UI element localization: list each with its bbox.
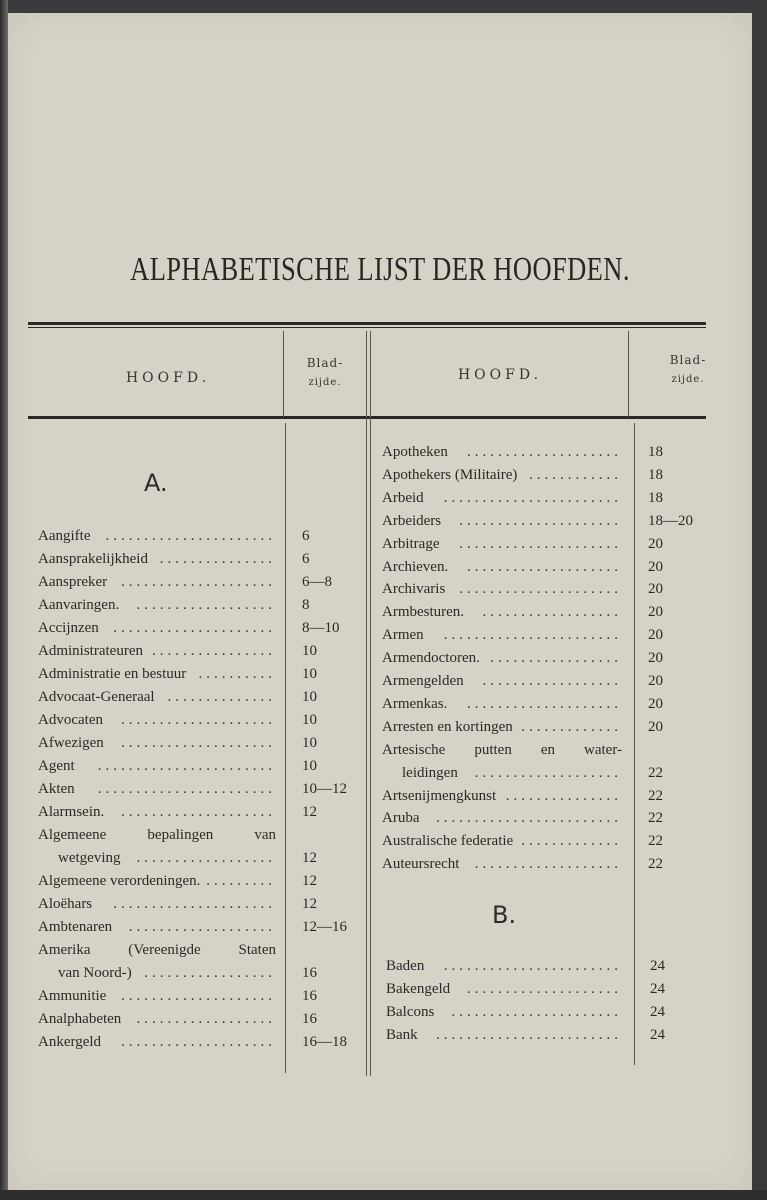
index-entry-label: wetgeving [58, 850, 121, 866]
index-entry-page: 22 [648, 833, 663, 850]
header-rule [28, 416, 706, 419]
index-entry-label: Aloëhars [38, 896, 93, 912]
index-entry-label: Aansprakelijkheid [38, 551, 148, 567]
dot-leader: ............ [529, 466, 622, 483]
dot-leader: .................... [121, 712, 276, 728]
index-entry-label: Arbitrage [382, 535, 440, 552]
index-entry-page: 20 [648, 695, 663, 712]
index-entry-page: 12 [302, 804, 317, 820]
document-page [8, 13, 752, 1190]
dot-leader: .................... [121, 735, 276, 751]
index-entry-label: Armbesturen. [382, 604, 465, 621]
dot-leader: .................... [467, 695, 622, 712]
index-entry-page: 18 [648, 444, 663, 460]
index-entry-page: 20 [648, 604, 663, 621]
section-letter-a: A. [144, 469, 168, 497]
index-entry-label: Aanvaringen. [38, 597, 120, 613]
index-entry-page: 12 [302, 896, 317, 912]
dot-leader: .............. [167, 689, 276, 705]
index-entry-page: 18 [648, 489, 663, 506]
index-entry-page: 10 [302, 689, 317, 705]
dot-leader: .................... [121, 574, 276, 590]
page-left-edge [0, 0, 8, 1200]
dot-leader: .................... [121, 988, 276, 1004]
right-header-hoofd: HOOFD. [457, 367, 543, 383]
dot-leader: .................... [121, 804, 276, 820]
dot-leader: .................... [467, 444, 622, 460]
dot-leader: ..................... [459, 512, 622, 529]
index-entry-label: Armenkas. [382, 695, 448, 712]
right-page-column-line-body [634, 423, 635, 1065]
section-letter-b: B. [492, 901, 517, 929]
index-entry-page: 24 [650, 1004, 665, 1020]
index-entry-label: Afwezigen [38, 735, 104, 751]
dot-leader: ........................ [436, 1027, 622, 1043]
index-entry-label: Arbeid [382, 489, 424, 506]
left-page-column-line-body [285, 423, 286, 1073]
index-entry-label: Ambtenaren [38, 919, 113, 935]
left-header-hoofd: HOOFD. [125, 370, 211, 386]
index-entry-page: 20 [648, 650, 663, 667]
index-entry-label: Armendoctoren. [382, 650, 480, 667]
dot-leader: ....................... [443, 489, 622, 506]
dot-leader: .................. [136, 597, 276, 613]
index-entry-label: Agent [38, 758, 75, 774]
index-entry-page: 8 [302, 597, 310, 613]
index-entry-label: Bank [386, 1027, 418, 1043]
dot-leader: .................. [136, 1011, 276, 1027]
index-entry-label: Aanspreker [38, 574, 108, 590]
index-entry-label: Analphabeten [38, 1011, 122, 1027]
index-entry-label: Aruba [382, 810, 420, 827]
index-entry-label: Australische federatie [382, 833, 514, 850]
dot-leader: ............... [159, 551, 276, 567]
index-entry-page: 20 [648, 627, 663, 644]
index-entry-page: 18 [648, 466, 663, 483]
index-entry-label: Ankergeld [38, 1034, 102, 1050]
dot-leader: ....................... [443, 958, 622, 974]
index-entry-page: 24 [650, 958, 665, 974]
index-entry-label: Ammunitie [38, 988, 107, 1004]
dot-leader: .......... [198, 666, 276, 682]
index-entry-page: 22 [648, 787, 663, 804]
dot-leader: ...................... [451, 1004, 622, 1020]
index-entry-label: Alarmsein. [38, 804, 105, 820]
dot-leader: ................... [128, 919, 276, 935]
index-entry-page: 10 [302, 758, 317, 774]
index-entry-page: 24 [650, 981, 665, 997]
dot-leader: .................... [121, 1034, 276, 1050]
index-entry-page: 16 [302, 965, 317, 981]
dot-leader: ............. [521, 718, 622, 735]
dot-leader: ................ [152, 643, 276, 659]
index-entry-page: 12 [302, 873, 317, 889]
index-entry-page: 6 [302, 528, 310, 544]
dot-leader: ....................... [443, 627, 622, 644]
index-entry-label: Apotheken [382, 444, 448, 460]
dot-leader: ..................... [113, 896, 276, 912]
dot-leader: ......... [206, 873, 276, 889]
index-entry-page: 22 [648, 856, 663, 873]
top-rule-thin [28, 327, 706, 328]
index-entry-page: 10 [302, 712, 317, 728]
index-entry-label: Archivaris [382, 581, 446, 598]
index-entry-label: Artesische putten en water- [382, 741, 622, 758]
top-rule [28, 322, 706, 325]
index-entry-label: Advocaten [38, 712, 103, 728]
dot-leader: ....................... [97, 758, 276, 774]
index-entry-label: Balcons [386, 1004, 435, 1020]
dot-leader: ................. [144, 965, 276, 981]
page-title: ALPHABETISCHE LIJST DER HOOFDEN. [130, 251, 630, 288]
left-header-blad-line1: Blad- [306, 356, 344, 370]
dot-leader: ........................ [436, 810, 622, 827]
index-entry-label: Arbeiders [382, 512, 442, 529]
dot-leader: .................. [482, 673, 622, 689]
index-entry-label: Accijnzen [38, 620, 99, 636]
index-entry-label: Amerika (Vereenigde Staten [38, 942, 276, 958]
index-entry-label: van Noord-) [58, 965, 132, 981]
index-entry-page: 16 [302, 1011, 317, 1027]
index-entry-page: 6 [302, 551, 310, 567]
dot-leader: ..................... [113, 620, 276, 636]
dot-leader: .................. [482, 604, 622, 621]
dot-leader: ...................... [105, 528, 276, 544]
dot-leader: .................. [136, 850, 276, 866]
index-entry-page: 6—8 [302, 574, 332, 590]
index-entry-label: Arresten en kortingen [382, 718, 513, 735]
dot-leader: .................... [467, 981, 622, 997]
index-entry-page: 22 [648, 764, 663, 781]
index-entry-label: Algemeene bepalingen van [38, 827, 276, 843]
index-entry-label: Administratie en bestuur [38, 666, 187, 682]
index-entry-label: Armen [382, 627, 424, 644]
index-entry-label: Armengelden [382, 673, 464, 689]
index-entry-page: 10 [302, 735, 317, 751]
dot-leader: ..................... [459, 535, 622, 552]
index-entry-page: 20 [648, 535, 663, 552]
dot-leader: ................. [490, 650, 622, 667]
right-header-blad-line2: zijde. [671, 374, 705, 385]
dot-leader: ............... [505, 787, 622, 804]
index-entry-page: 10—12 [302, 781, 347, 797]
index-entry-label: Akten [38, 781, 75, 797]
index-entry-label: Baden [386, 958, 425, 974]
index-entry-label: Algemeene verordeningen. [38, 873, 201, 889]
dot-leader: ............. [521, 833, 622, 850]
index-entry-page: 20 [648, 558, 663, 575]
index-entry-page: 16—18 [302, 1034, 347, 1050]
index-entry-page: 22 [648, 810, 663, 827]
right-page-column-line [628, 331, 629, 417]
index-entry-label: Administrateuren [38, 643, 143, 659]
index-entry-page: 16 [302, 988, 317, 1004]
center-divider-2 [370, 331, 371, 1076]
index-entry-label: Aangifte [38, 528, 91, 544]
left-page-column-line [283, 331, 284, 417]
dot-leader: ....................... [97, 781, 276, 797]
right-header-blad-line1: Blad- [669, 353, 707, 367]
index-entry-page: 12 [302, 850, 317, 866]
index-entry-page: 18—20 [648, 512, 693, 529]
index-entry-page: 8—10 [302, 620, 340, 636]
index-entry-label: Auteursrecht [382, 856, 460, 873]
index-entry-page: 20 [648, 718, 663, 735]
index-entry-label: Apothekers (Militaire) [382, 466, 518, 483]
dot-leader: ................... [474, 856, 622, 873]
index-entry-label: Bakengeld [386, 981, 451, 997]
index-entry-page: 20 [648, 673, 663, 689]
page-bottom-edge [0, 1190, 767, 1200]
index-entry-label: leidingen [402, 764, 458, 781]
index-entry-label: Artsenijmengkunst [382, 787, 497, 804]
index-entry-page: 20 [648, 581, 663, 598]
center-divider [366, 331, 367, 1076]
index-entry-page: 10 [302, 666, 317, 682]
dot-leader: ..................... [459, 581, 622, 598]
index-entry-page: 10 [302, 643, 317, 659]
right-header-blad [630, 350, 746, 390]
dot-leader: .................... [467, 558, 622, 575]
index-entry-page: 12—16 [302, 919, 347, 935]
index-entry-label: Archieven. [382, 558, 449, 575]
index-entry-page: 24 [650, 1027, 665, 1043]
left-header-blad-line2: zijde. [308, 377, 342, 388]
index-entry-label: Advocaat-Generaal [38, 689, 155, 705]
left-header-blad [285, 353, 365, 393]
dot-leader: ................... [474, 764, 622, 781]
